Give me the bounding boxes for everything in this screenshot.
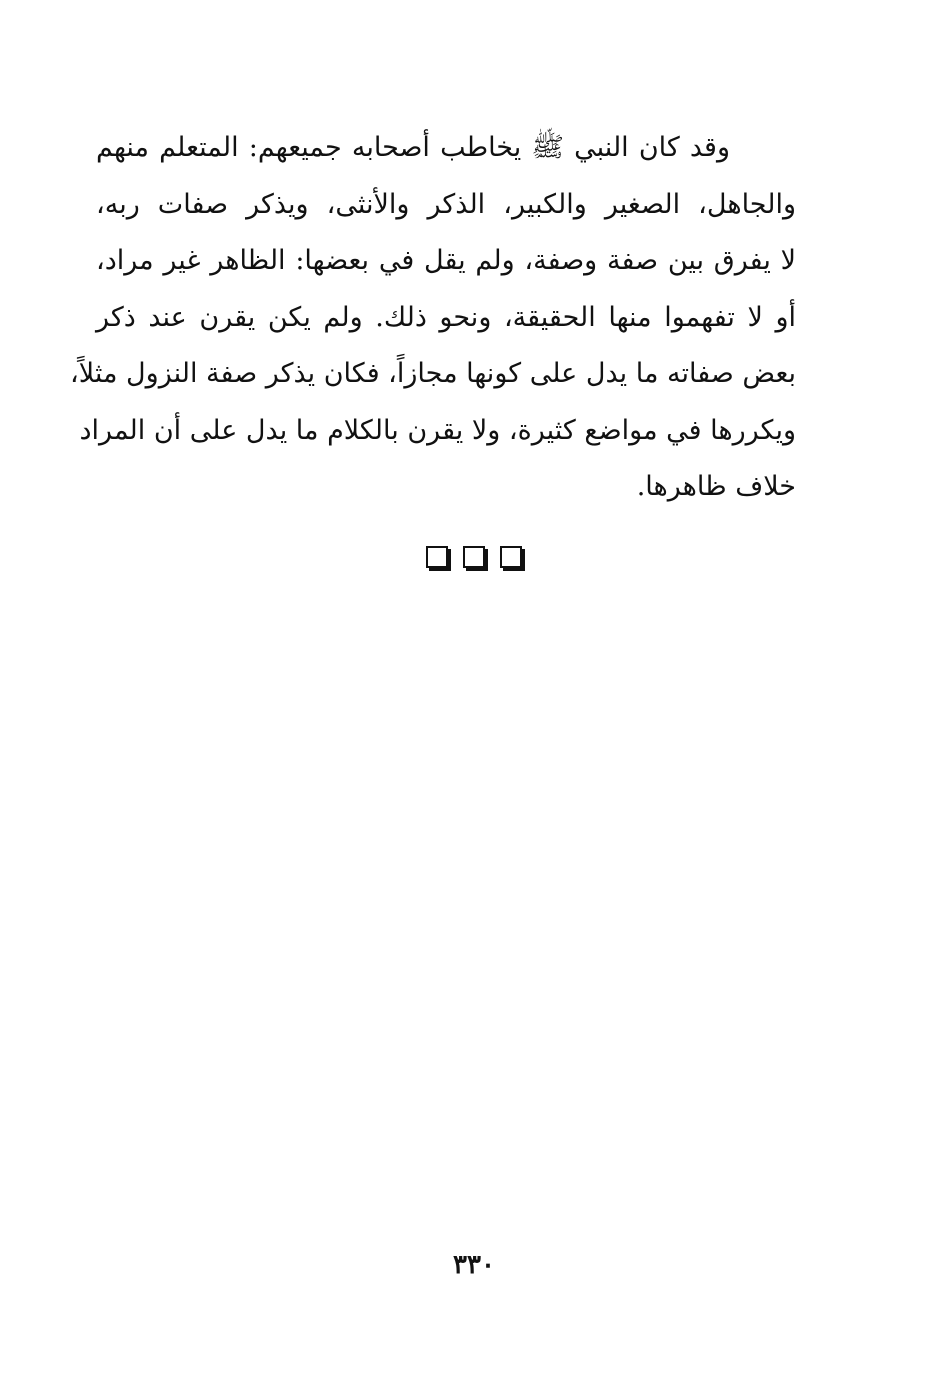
- square-ornament-icon: [500, 546, 522, 568]
- paragraph-line: بعض صفاته ما يدل على كونها مجازاً، فكان يذكر صفة النزول مثلاً،: [70, 358, 796, 389]
- paragraph-line: خلاف ظاهرها.: [636, 471, 796, 502]
- section-divider: [0, 546, 948, 568]
- square-ornament-icon: [463, 546, 485, 568]
- paragraph-line: ويكررها في مواضع كثيرة، ولا يقرن بالكلام ما يدل على أن المراد: [79, 414, 796, 446]
- body-paragraph: [70, 120, 796, 516]
- paragraph-line: والجاهل، الصغير والكبير، الذكر والأنثى، ويذكر صفات ربه،: [96, 188, 796, 220]
- paragraph-line: لا يفرق بين صفة وصفة، ولم يقل في بعضها: الظاهر غير مراد،: [96, 245, 796, 276]
- page-number: ٣٣٠: [453, 1250, 495, 1280]
- paragraph-line: وقد كان النبي ﷺ يخاطب أصحابه جميعهم: المتعلم منهم: [96, 132, 730, 163]
- paragraph-line: أو لا تفهموا منها الحقيقة، ونحو ذلك. ولم يكن يقرن عند ذكر: [96, 301, 796, 333]
- square-ornament-icon: [426, 546, 448, 568]
